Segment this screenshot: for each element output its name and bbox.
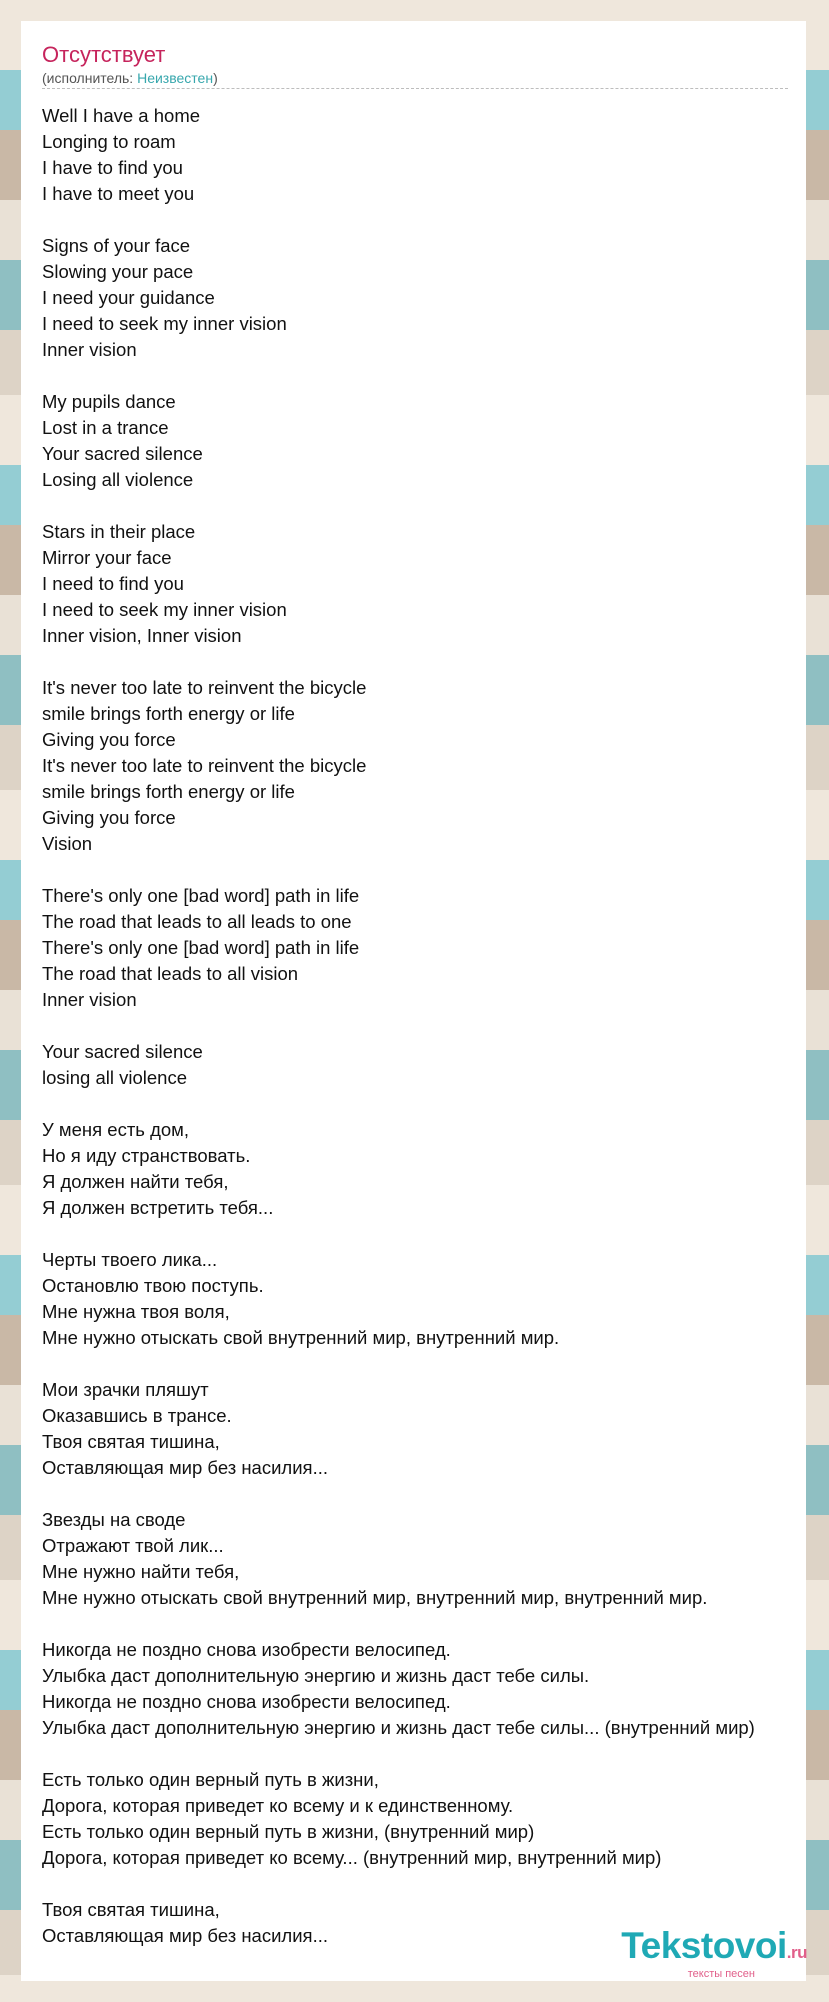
artist-line bbox=[42, 69, 788, 87]
lyrics-line: Оставляющая мир без насилия... bbox=[42, 1925, 328, 1946]
lyrics-line: Остановлю твою поступь. bbox=[42, 1275, 264, 1296]
lyrics-card bbox=[21, 21, 806, 1981]
song-title: Отсутствует bbox=[42, 42, 166, 67]
lyrics-line: Я должен встретить тебя... bbox=[42, 1197, 274, 1218]
lyrics-line: Inner vision bbox=[42, 339, 137, 360]
lyrics-stanza bbox=[42, 389, 829, 493]
lyrics-line: Stars in their place bbox=[42, 521, 196, 542]
lyrics-line: I have to find you bbox=[42, 157, 183, 178]
song-header bbox=[42, 41, 788, 89]
lyrics-line: Есть только один верный путь в жизни, bbox=[42, 1769, 379, 1790]
lyrics-line: Дорога, которая приведет ко всему... (внутренний мир, внутренний мир) bbox=[42, 1847, 662, 1868]
lyrics-line: I need to seek my inner vision bbox=[42, 599, 287, 620]
lyrics-line: I have to meet you bbox=[42, 183, 195, 204]
lyrics-line: Мне нужно отыскать свой внутренний мир, внутренний мир. bbox=[42, 1327, 560, 1348]
lyrics-line: Losing all violence bbox=[42, 469, 194, 490]
lyrics-line: У меня есть дом, bbox=[42, 1119, 190, 1140]
lyrics-line: Отражают твой лик... bbox=[42, 1535, 224, 1556]
lyrics-line: Vision bbox=[42, 833, 93, 854]
logo-suffix: .ru bbox=[786, 1943, 807, 1962]
lyrics-line: I need to seek my inner vision bbox=[42, 313, 287, 334]
lyrics-line: Your sacred silence bbox=[42, 443, 203, 464]
lyrics-line: Никогда не поздно снова изобрести велосипед. bbox=[42, 1639, 451, 1660]
lyrics-line: Дорога, которая приведет ко всему и к единственному. bbox=[42, 1795, 514, 1816]
logo-tagline: тексты песен bbox=[687, 1968, 755, 1980]
lyrics-line: Я должен найти тебя, bbox=[42, 1171, 229, 1192]
lyrics-line: My pupils dance bbox=[42, 391, 176, 412]
lyrics-line: There's only one [bad word] path in life bbox=[42, 937, 360, 958]
lyrics-line: The road that leads to all leads to one bbox=[42, 911, 352, 932]
lyrics-line: Your sacred silence bbox=[42, 1041, 203, 1062]
lyrics-line: Lost in a trance bbox=[42, 417, 169, 438]
lyrics-line: There's only one [bad word] path in life bbox=[42, 885, 360, 906]
lyrics-line: Well I have a home bbox=[42, 105, 201, 126]
lyrics-line: Мне нужно найти тебя, bbox=[42, 1561, 240, 1582]
lyrics-line: Оставляющая мир без насилия... bbox=[42, 1457, 328, 1478]
lyrics-line: Mirror your face bbox=[42, 547, 172, 568]
lyrics-line: Черты твоего лика... bbox=[42, 1249, 218, 1270]
logo-wordmark bbox=[621, 1927, 807, 1972]
lyrics-stanza bbox=[42, 1637, 829, 1741]
lyrics-stanza bbox=[42, 1247, 829, 1351]
lyrics-line: Звезды на своде bbox=[42, 1509, 186, 1530]
lyrics-stanza bbox=[42, 519, 829, 649]
lyrics-line: Slowing your pace bbox=[42, 261, 194, 282]
lyrics-line: It's never too late to reinvent the bicycle bbox=[42, 755, 367, 776]
lyrics-line: Оказавшись в трансе. bbox=[42, 1405, 232, 1426]
lyrics-line: Есть только один верный путь в жизни, (внутренний мир) bbox=[42, 1821, 535, 1842]
lyrics-line: Inner vision bbox=[42, 989, 137, 1010]
lyrics-line: smile brings forth energy or life bbox=[42, 781, 295, 802]
artist-suffix: ) bbox=[213, 70, 218, 86]
lyrics-stanza bbox=[42, 1767, 829, 1871]
lyrics-body bbox=[42, 103, 829, 1975]
lyrics-line: Longing to roam bbox=[42, 131, 176, 152]
lyrics-line: Giving you force bbox=[42, 729, 176, 750]
lyrics-stanza bbox=[42, 1117, 829, 1221]
lyrics-line: Твоя святая тишина, bbox=[42, 1431, 220, 1452]
lyrics-line: Твоя святая тишина, bbox=[42, 1899, 220, 1920]
lyrics-line: It's never too late to reinvent the bicycle bbox=[42, 677, 367, 698]
lyrics-line: Улыбка даст дополнительную энергию и жизнь даст тебе силы. bbox=[42, 1665, 590, 1686]
logo-main-text: Tekstovoi bbox=[621, 1925, 787, 1966]
lyrics-line: Никогда не поздно снова изобрести велосипед. bbox=[42, 1691, 451, 1712]
lyrics-line: Мне нужна твоя воля, bbox=[42, 1301, 230, 1322]
artist-prefix: (исполнитель: bbox=[42, 70, 138, 86]
lyrics-line: Улыбка даст дополнительную энергию и жизнь даст тебе силы... (внутренний мир) bbox=[42, 1717, 755, 1738]
lyrics-line: losing all violence bbox=[42, 1067, 188, 1088]
lyrics-line: I need to find you bbox=[42, 573, 184, 594]
lyrics-line: The road that leads to all vision bbox=[42, 963, 299, 984]
lyrics-line: Signs of your face bbox=[42, 235, 191, 256]
lyrics-line: I need your guidance bbox=[42, 287, 215, 308]
lyrics-stanza bbox=[42, 233, 829, 363]
lyrics-stanza bbox=[42, 1507, 829, 1611]
lyrics-line: Giving you force bbox=[42, 807, 176, 828]
lyrics-stanza bbox=[42, 1377, 829, 1481]
lyrics-stanza bbox=[42, 675, 829, 857]
lyrics-line: Мои зрачки пляшут bbox=[42, 1379, 209, 1400]
lyrics-line: Inner vision, Inner vision bbox=[42, 625, 242, 646]
artist-link[interactable]: Неизвестен bbox=[137, 70, 214, 86]
lyrics-line: Но я иду странствовать. bbox=[42, 1145, 251, 1166]
site-logo[interactable] bbox=[621, 1927, 807, 1980]
lyrics-line: smile brings forth energy or life bbox=[42, 703, 295, 724]
lyrics-stanza bbox=[42, 883, 829, 1013]
lyrics-line: Мне нужно отыскать свой внутренний мир, внутренний мир, внутренний мир. bbox=[42, 1587, 708, 1608]
lyrics-stanza bbox=[42, 1039, 829, 1091]
lyrics-stanza bbox=[42, 103, 829, 207]
